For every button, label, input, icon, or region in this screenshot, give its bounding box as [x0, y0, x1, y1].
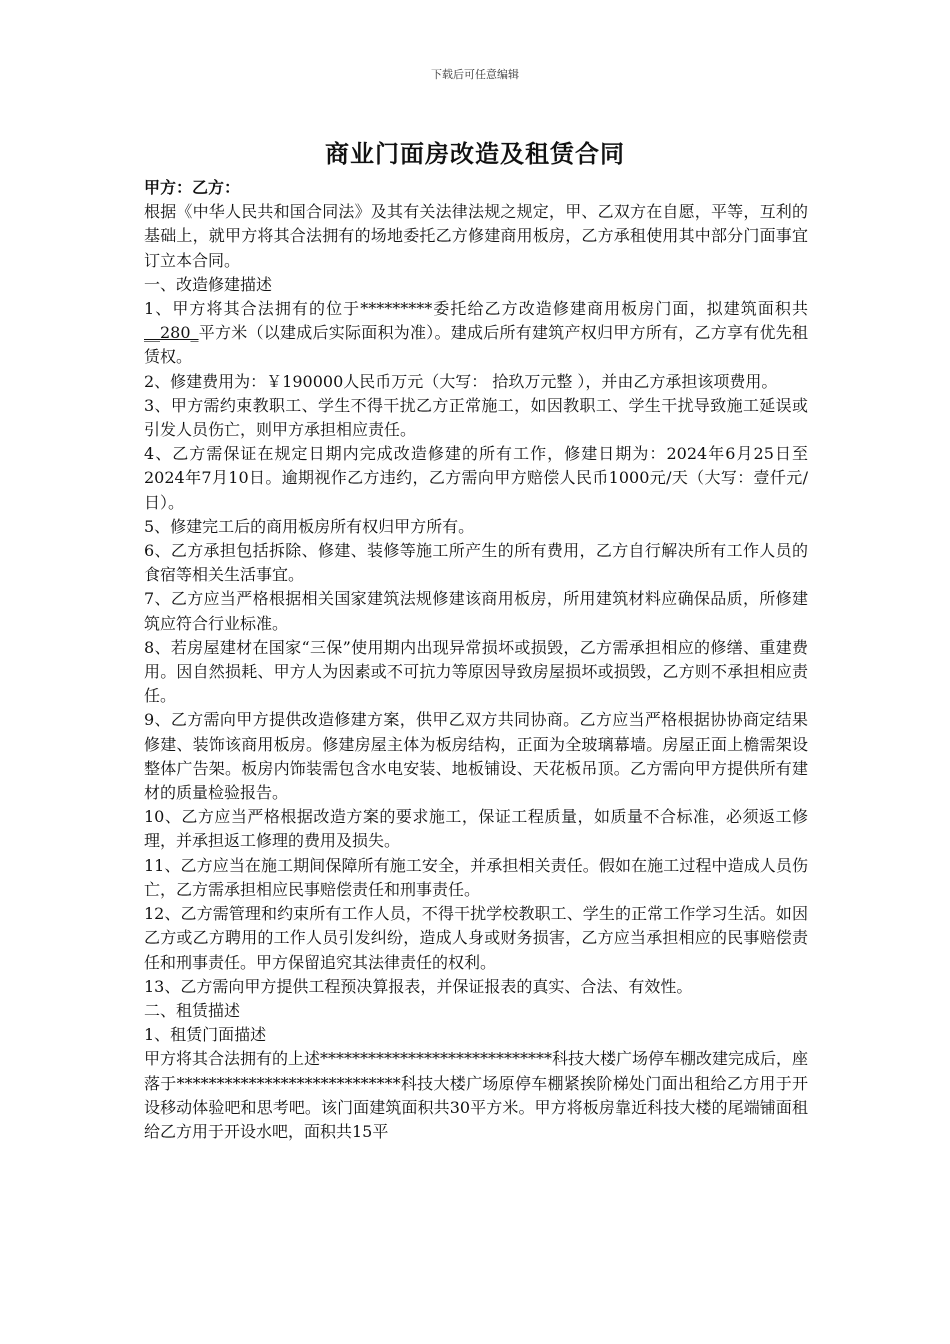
building-area-value: __280_ [144, 323, 199, 343]
clause-11: 11、乙方应当在施工期间保障所有施工安全，并承担相关责任。假如在施工过程中造成人员伤亡，乙方需承担相应民事赔偿责任和刑事责任。 [144, 855, 808, 899]
clause-1-text-before: 1、甲方将其合法拥有的位于*********委托给乙方改造修建商用板房门面，拟建筑面积共 [144, 299, 808, 319]
page-title: 商业门面房改造及租赁合同 [325, 139, 625, 168]
clause-9: 9、乙方需向甲方提供改造修建方案，供甲乙双方共同协商。乙方应当严格根据协协商定结果修建、装饰该商用板房。修建房屋主体为板房结构，正面为全玻璃幕墙。房屋正面上檐需架设整体广告架。板房内饰装需包含水电安装、地板铺设、天花板吊顶。乙方需向甲方提供所有建材的质量检验报告。 [144, 710, 808, 803]
lease-paragraph: 甲方将其合法拥有的上述*****************************科技大楼广场停车棚改建完成后，座落于****************************科技大楼广场原停车棚紧挨阶梯处门面出租给乙方用于开设移动体验吧和思考吧。该门面建筑面积共30平方米。甲方将板房靠近科技大楼的尾端铺面租给乙方用于开设水吧，面积共15平 [144, 1049, 809, 1141]
clause-1-text-after: 平方米（以建成后实际面积为准）。建成后所有建筑产权归甲方所有，乙方享有优先租赁权。 [144, 323, 808, 367]
clause-8: 8、若房屋建材在国家“三保”使用期内出现异常损坏或损毁，乙方需承担相应的修缮、重建费用。因自然损耗、甲方人为因素或不可抗力等原因导致房屋损坏或损毁，乙方则不承担相应责任。 [144, 637, 808, 706]
header-note: 下载后可任意编辑 [431, 68, 519, 81]
clause-5: 5、修建完工后的商用板房所有权归甲方所有。 [144, 516, 475, 536]
clause-13: 13、乙方需向甲方提供工程预决算报表，并保证报表的真实、合法、有效性。 [144, 976, 693, 996]
section-heading-1: 一、改造修建描述 [144, 274, 273, 294]
clause-7: 7、乙方应当严格根据相关国家建筑法规修建该商用板房，所用建筑材料应确保品质，所修建筑应符合行业标准。 [144, 589, 808, 633]
clause-2: 2、修建费用为：￥190000人民币万元（大写： 拾玖万元整 ），并由乙方承担该项费用。 [144, 371, 778, 391]
section-2-subheading: 1、租赁门面描述 [144, 1025, 267, 1045]
section-heading-2: 二、租赁描述 [144, 1000, 241, 1020]
intro-paragraph: 根据《中华人民共和国合同法》及其有关法律法规之规定，甲、乙双方在自愿，平等，互利的基础上，就甲方将其合法拥有的场地委托乙方修建商用板房，乙方承租使用其中部分门面事宜订立本合同。 [144, 202, 808, 270]
clause-6: 6、乙方承担包括拆除、修建、装修等施工所产生的所有费用，乙方自行解决所有工作人员的食宿等相关生活事宜。 [144, 541, 808, 585]
clause-3: 3、甲方需约束教职工、学生不得干扰乙方正常施工，如因教职工、学生干扰导致施工延误或引发人员伤亡，则甲方承担相应责任。 [144, 395, 808, 440]
clause-4: 4、乙方需保证在规定日期内完成改造修建的所有工作，修建日期为：2024年6月25日至2024年7月10日。逾期视作乙方违约，乙方需向甲方赔偿人民币1000元/天（大写：壹仟元/日）。 [144, 444, 808, 512]
clause-1 [144, 297, 808, 370]
clause-12: 12、乙方需管理和约束所有工作人员，不得干扰学校教职工、学生的正常工作学习生活。如因乙方或乙方聘用的工作人员引发纠纷，造成人身或财务损害，乙方应当承担相应的民事赔偿责任和刑事责任。甲方保留追究其法律责任的权利。 [144, 904, 808, 972]
parties-line: 甲方：乙方： [144, 178, 241, 197]
contract-body [144, 176, 808, 1144]
clause-10: 10、乙方应当严格根据改造方案的要求施工，保证工程质量，如质量不合标准，必须返工修理，并承担返工修理的费用及损失。 [144, 807, 808, 851]
